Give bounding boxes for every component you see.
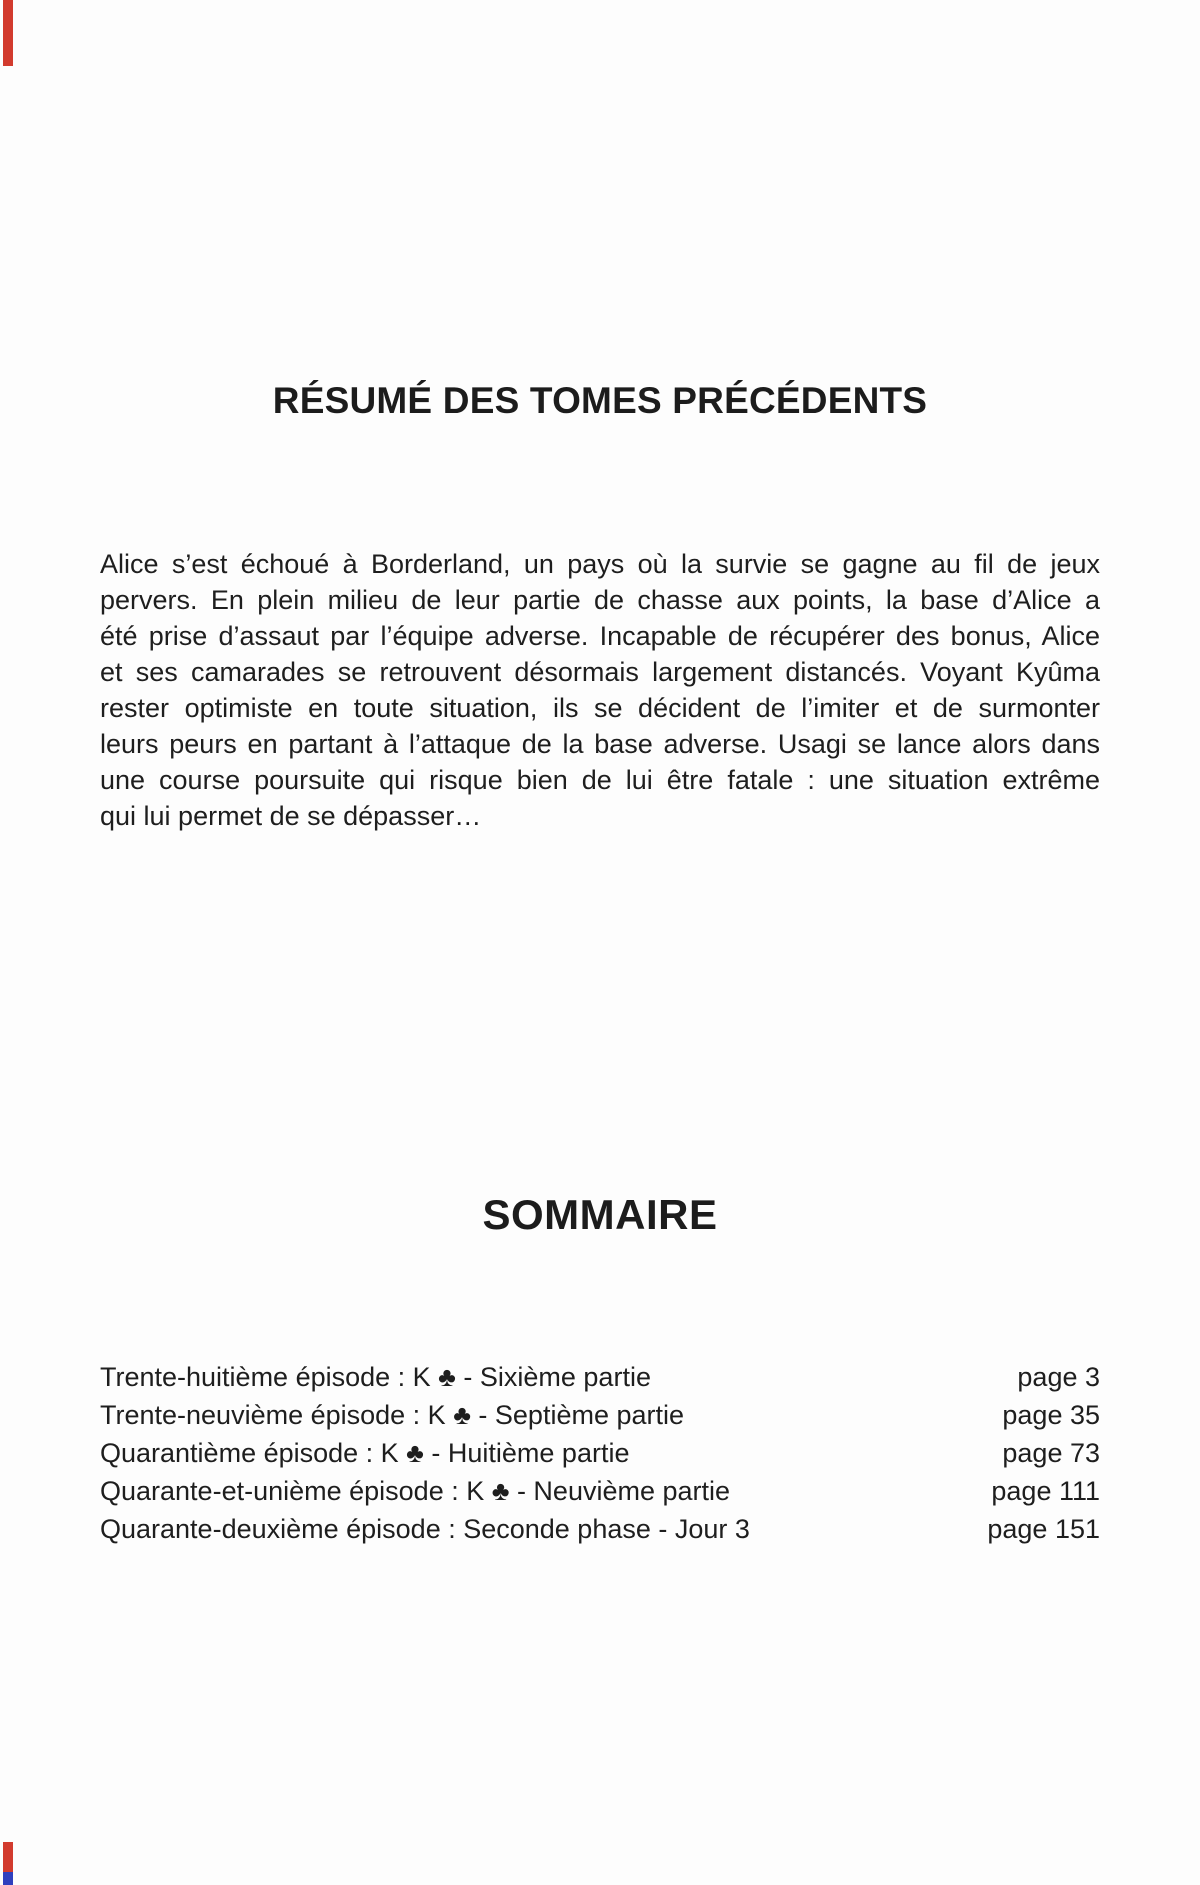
toc-row (100, 1472, 1100, 1510)
table-of-contents (100, 1358, 1100, 1548)
toc-entry-title: Quarantième épisode : K ♣ - Huitième partie (100, 1438, 630, 1468)
toc-entry-title: Quarante-deuxième épisode : Seconde phase - Jour 3 (100, 1514, 750, 1544)
resume-line: pervers. En plein milieu de leur partie de chasse aux points, la base d’Alice a (100, 585, 1100, 615)
resume-line: été prise d’assaut par l’équipe adverse. Incapable de récupérer des bonus, Alice (100, 621, 1100, 651)
resume-line: Alice s’est échoué à Borderland, un pays où la survie se gagne au fil de jeux (100, 549, 1100, 579)
resume-heading: RÉSUMÉ DES TOMES PRÉCÉDENTS (272, 380, 928, 421)
toc-entry-page: page 73 (1002, 1438, 1100, 1468)
resume-paragraph (100, 546, 1100, 834)
toc-entry-page: page 151 (987, 1514, 1100, 1544)
resume-line: qui lui permet de se dépasser… (100, 801, 482, 831)
toc-entry-page: page 35 (1002, 1400, 1100, 1430)
resume-line: une course poursuite qui risque bien de lui être fatale : une situation extrême (100, 765, 1100, 795)
scan-edge-mark-bottom-blue (3, 1872, 13, 1885)
toc-entry-title: Trente-huitième épisode : K ♣ - Sixième partie (100, 1362, 651, 1392)
resume-line: leurs peurs en partant à l’attaque de la base adverse. Usagi se lance alors dans (100, 729, 1100, 759)
toc-row (100, 1396, 1100, 1434)
toc-entry-title: Quarante-et-unième épisode : K ♣ - Neuvième partie (100, 1476, 731, 1506)
toc-entry-page: page 3 (1017, 1362, 1100, 1392)
resume-line: et ses camarades se retrouvent désormais largement distancés. Voyant Kyûma (100, 657, 1100, 687)
toc-entry-page: page 111 (991, 1476, 1100, 1506)
sommaire-heading: SOMMAIRE (482, 1191, 718, 1238)
toc-row (100, 1510, 1100, 1548)
scan-edge-mark-bottom-red (3, 1842, 13, 1872)
toc-row (100, 1434, 1100, 1472)
toc-row (100, 1358, 1100, 1396)
toc-entry-title: Trente-neuvième épisode : K ♣ - Septième partie (100, 1400, 685, 1430)
scan-edge-mark-top-red (3, 0, 13, 66)
resume-line: rester optimiste en toute situation, ils se décident de l’imiter et de surmonter (100, 693, 1100, 723)
